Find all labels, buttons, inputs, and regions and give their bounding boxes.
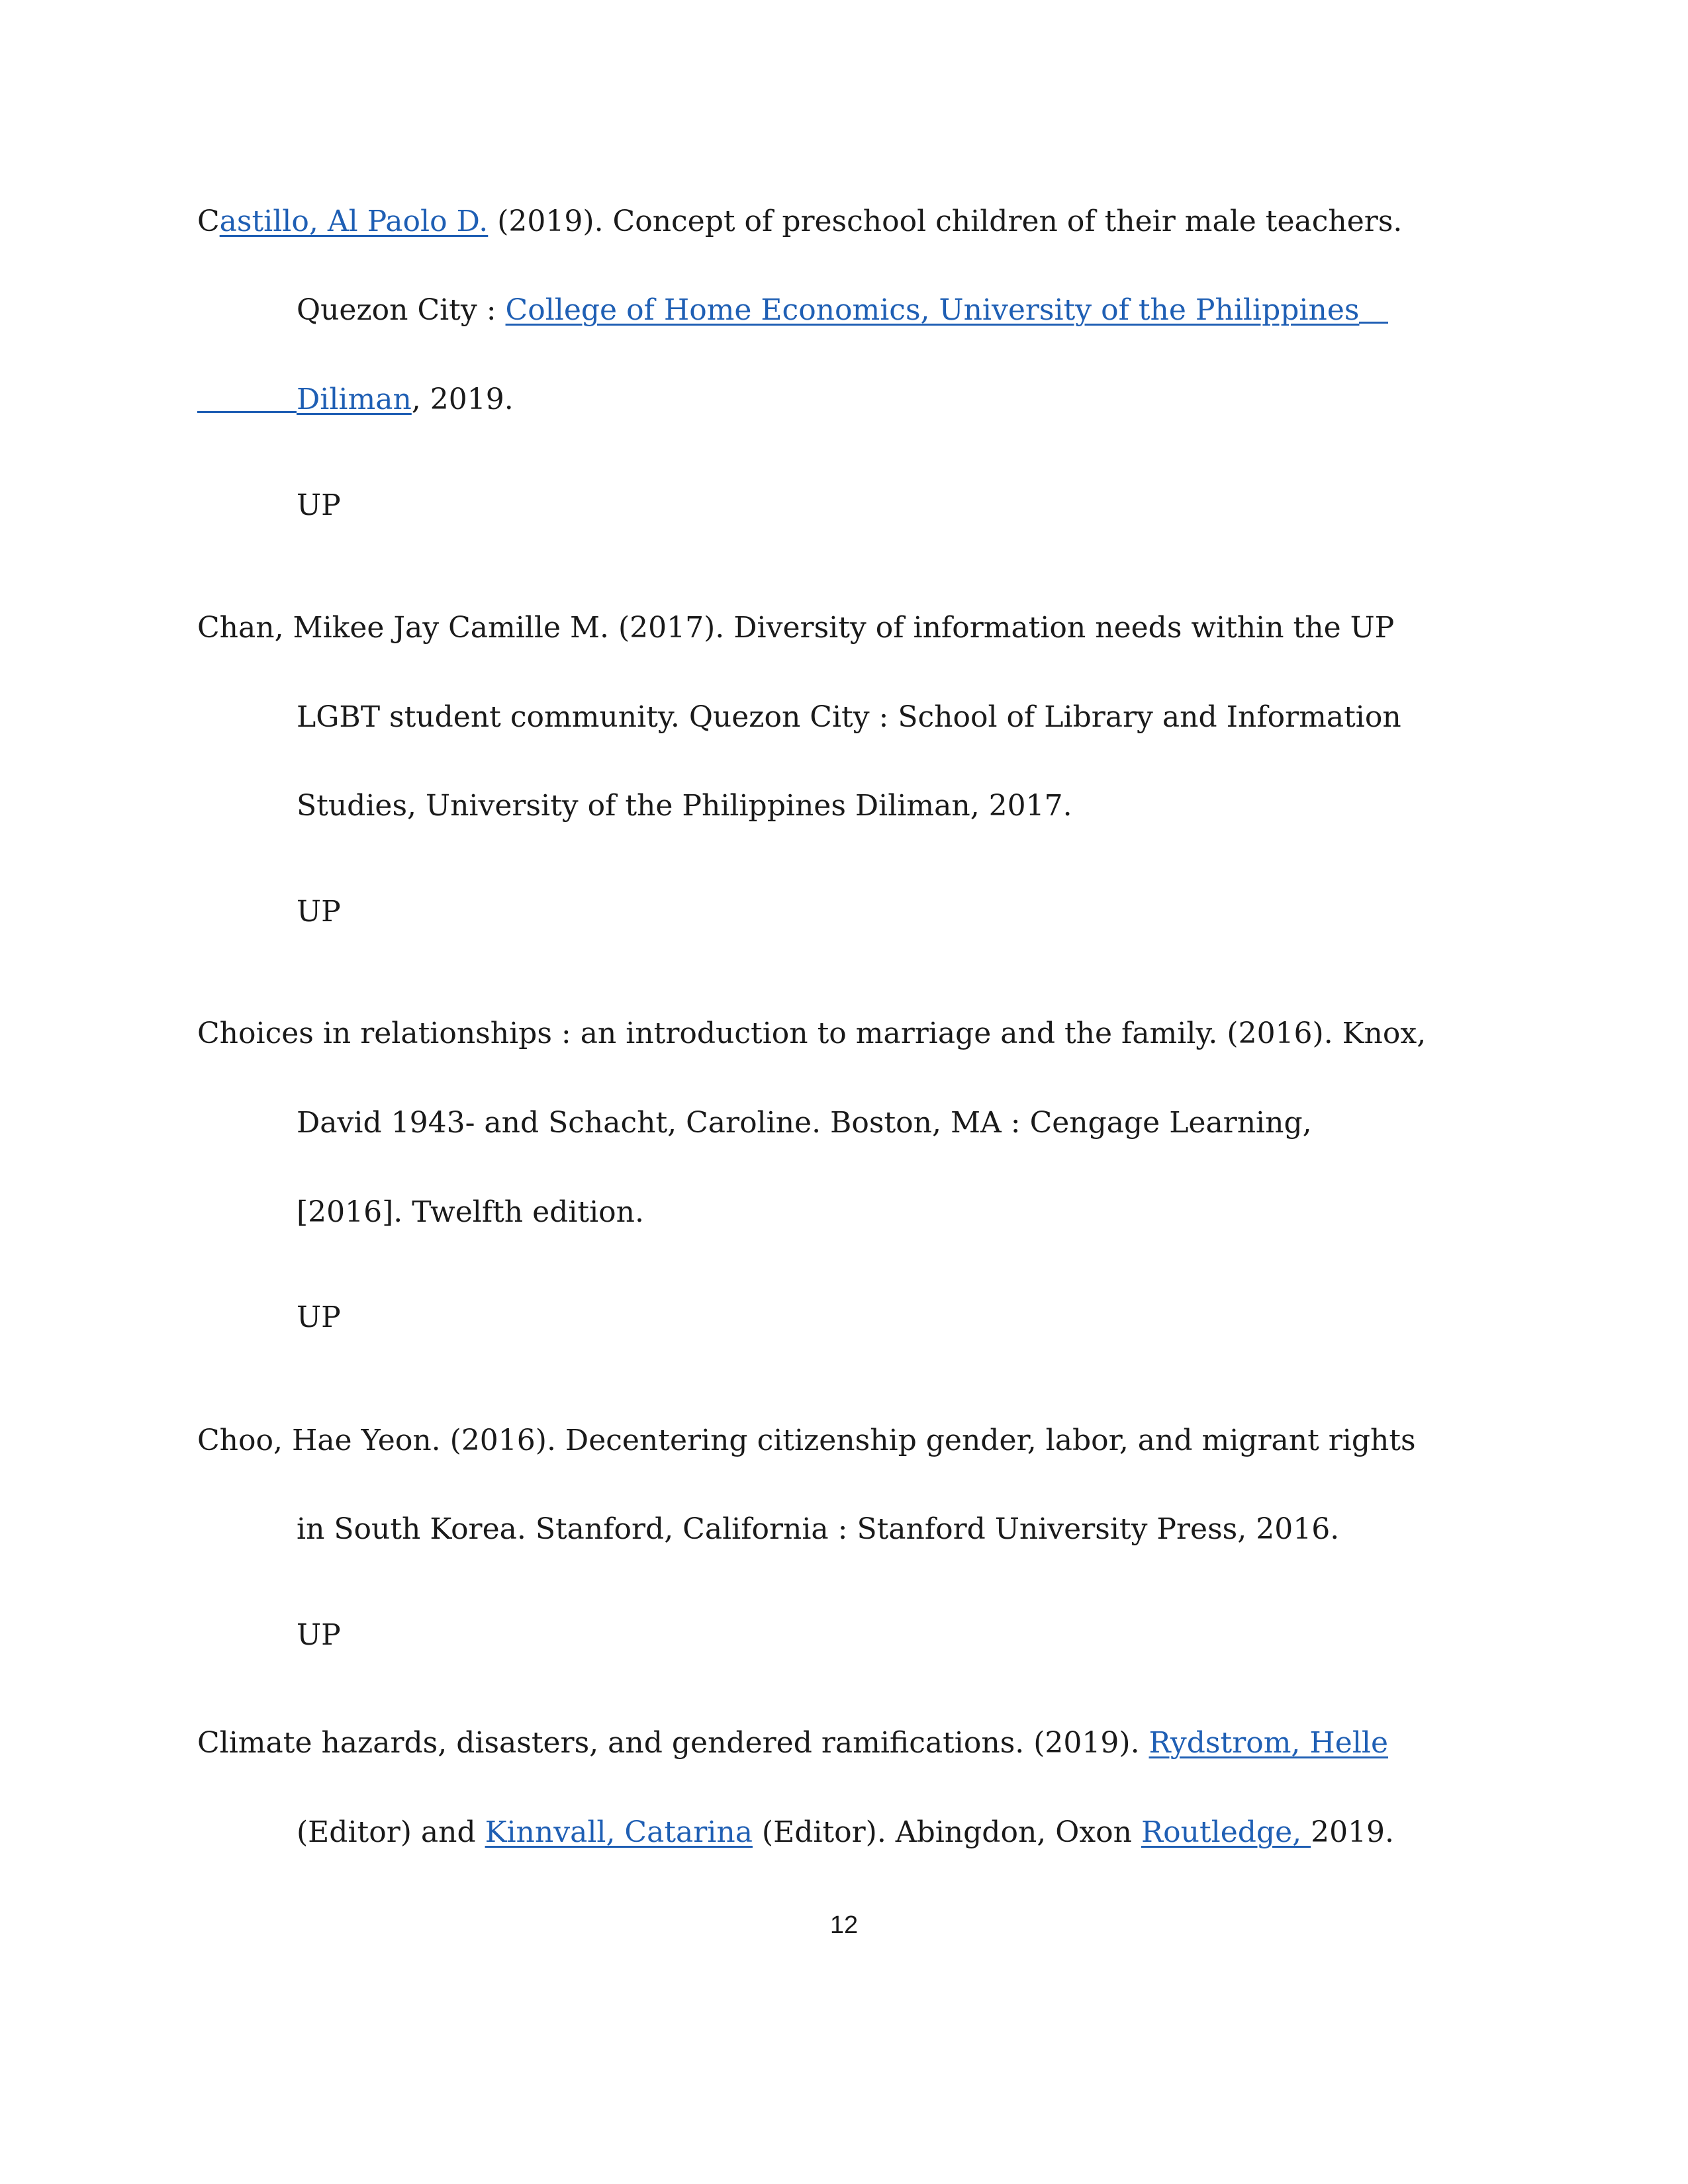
entry-climate-line-2: [297, 1814, 1394, 1851]
publisher-link-diliman[interactable]: Diliman: [297, 383, 412, 416]
entry-text: Climate hazards, disasters, and gendered ramifications. (2019).: [197, 1726, 1149, 1760]
entry-choices-line-2: David 1943- and Schacht, Caroline. Boston, MA : Cengage Learning,: [297, 1106, 1312, 1140]
entry-choo-line-2: in South Korea. Stanford, California : Stanford University Press, 2016.: [297, 1512, 1340, 1546]
entry-text: Quezon City :: [297, 293, 506, 327]
entry-choo-line-1: Choo, Hae Yeon. (2016). Decentering citizenship gender, labor, and migrant rights: [197, 1424, 1416, 1457]
editor-link-rydstrom[interactable]: Rydstrom, Helle: [1149, 1726, 1388, 1760]
entry-text: C: [197, 205, 220, 238]
link-underline-indent: [197, 411, 297, 413]
entry-choices-line-1: Choices in relationships : an introduction to marriage and the family. (2016). Knox,: [197, 1017, 1427, 1050]
publisher-link-college-of-home-economics[interactable]: College of Home Economics, University of the Philippines: [505, 293, 1360, 327]
entry-castillo-line-2: [297, 292, 1388, 329]
entry-text: , 2019.: [411, 383, 514, 416]
publisher-link-routledge[interactable]: Routledge,: [1141, 1815, 1311, 1849]
entry-chan-line-3: Studies, University of the Philippines Diliman, 2017.: [297, 789, 1072, 823]
entry-chan-location: UP: [297, 895, 341, 929]
page-number: 12: [829, 1911, 859, 1939]
entry-chan-line-2: LGBT student community. Quezon City : School of Library and Information: [297, 700, 1401, 734]
entry-choices-line-3: [2016]. Twelfth edition.: [297, 1195, 644, 1229]
entry-castillo-line-3: [197, 381, 514, 418]
entry-text: (Editor). Abingdon, Oxon: [752, 1815, 1141, 1849]
entry-text: (2019). Concept of preschool children of their male teachers.: [488, 205, 1403, 238]
entry-chan-line-1: Chan, Mikee Jay Camille M. (2017). Diversity of information needs within the UP: [197, 611, 1395, 645]
entry-castillo-location: UP: [297, 488, 341, 522]
entry-text: 2019.: [1311, 1815, 1395, 1849]
entry-choo-location: UP: [297, 1618, 341, 1652]
editor-link-kinnvall[interactable]: Kinnvall, Catarina: [485, 1815, 753, 1849]
link-underline-continuation: [1359, 322, 1388, 324]
entry-choices-location: UP: [297, 1300, 341, 1334]
author-link-castillo[interactable]: astillo, Al Paolo D.: [219, 205, 489, 238]
entry-climate-line-1: [197, 1725, 1388, 1762]
entry-text: (Editor) and: [297, 1815, 485, 1849]
entry-castillo-line-1: [197, 203, 1402, 240]
